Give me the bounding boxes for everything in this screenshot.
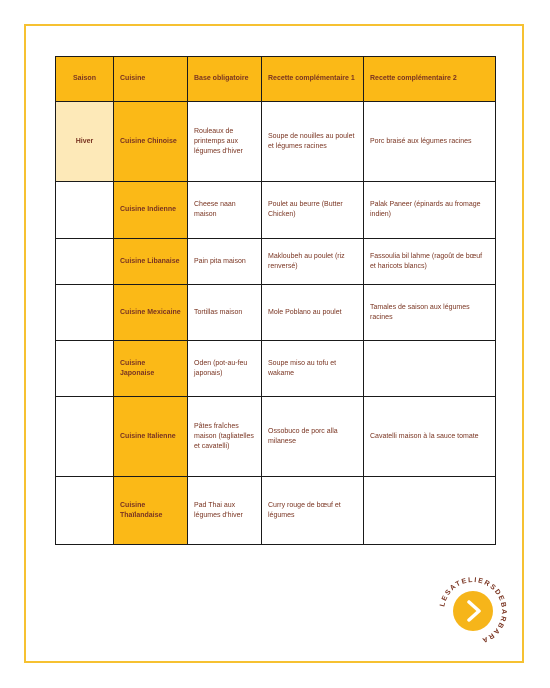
season-cell: Hiver	[56, 102, 114, 182]
cuisine-cell: Cuisine Mexicaine	[114, 285, 188, 341]
cuisine-cell: Cuisine Indienne	[114, 182, 188, 239]
season-cell	[56, 182, 114, 239]
table-row	[56, 182, 496, 239]
recipe-2-cell	[364, 477, 496, 545]
recipe-2-cell: Fassoulia bil lahme (ragoût de bœuf et haricots blancs)	[364, 239, 496, 285]
base-cell: Pâtes fraîches maison (tagliatelles et cavatelli)	[188, 397, 262, 477]
cuisine-cell: Cuisine Italienne	[114, 397, 188, 477]
table-row	[56, 341, 496, 397]
brand-badge[interactable]	[436, 574, 510, 648]
header-cuisine: Cuisine	[114, 57, 188, 102]
recipe-1-cell: Mole Poblano au poulet	[262, 285, 364, 341]
base-cell: Tortillas maison	[188, 285, 262, 341]
season-cell	[56, 341, 114, 397]
header-recipe-2: Recette complémentaire 2	[364, 57, 496, 102]
base-cell: Rouleaux de printemps aux légumes d'hiver	[188, 102, 262, 182]
recipe-1-cell: Makloubeh au poulet (riz renversé)	[262, 239, 364, 285]
season-cell	[56, 397, 114, 477]
table-row	[56, 102, 496, 182]
recipe-1-cell: Poulet au beurre (Butter Chicken)	[262, 182, 364, 239]
season-cell	[56, 477, 114, 545]
cuisine-cell: Cuisine Thaïlandaise	[114, 477, 188, 545]
recipe-1-cell: Ossobuco de porc alla milanese	[262, 397, 364, 477]
header-season: Saison	[56, 57, 114, 102]
table-row	[56, 397, 496, 477]
cuisine-cell: Cuisine Libanaise	[114, 239, 188, 285]
season-cell	[56, 239, 114, 285]
season-cell	[56, 285, 114, 341]
brand-logo	[436, 574, 510, 648]
recipe-1-cell: Soupe miso au tofu et wakame	[262, 341, 364, 397]
base-cell: Oden (pot-au-feu japonais)	[188, 341, 262, 397]
recipe-2-cell: Palak Paneer (épinards au fromage indien)	[364, 182, 496, 239]
cuisine-cell: Cuisine Chinoise	[114, 102, 188, 182]
base-cell: Pain pita maison	[188, 239, 262, 285]
base-cell: Cheese naan maison	[188, 182, 262, 239]
table-row	[56, 239, 496, 285]
cuisine-cell: Cuisine Japonaise	[114, 341, 188, 397]
recipe-2-cell: Porc braisé aux légumes racines	[364, 102, 496, 182]
recipe-1-cell: Curry rouge de bœuf et légumes	[262, 477, 364, 545]
header-row	[56, 57, 496, 102]
base-cell: Pad Thai aux légumes d'hiver	[188, 477, 262, 545]
recipe-2-cell: Tamales de saison aux légumes racines	[364, 285, 496, 341]
table-row	[56, 477, 496, 545]
recipe-1-cell: Soupe de nouilles au poulet et légumes racines	[262, 102, 364, 182]
badge-circle	[453, 591, 493, 631]
badge-text: LESATELIERSDEBARBARA	[439, 576, 508, 644]
recipe-2-cell	[364, 341, 496, 397]
menu-table	[55, 56, 496, 545]
table-row	[56, 285, 496, 341]
header-base: Base obligatoire	[188, 57, 262, 102]
header-recipe-1: Recette complémentaire 1	[262, 57, 364, 102]
recipe-2-cell: Cavatelli maison à la sauce tomate	[364, 397, 496, 477]
